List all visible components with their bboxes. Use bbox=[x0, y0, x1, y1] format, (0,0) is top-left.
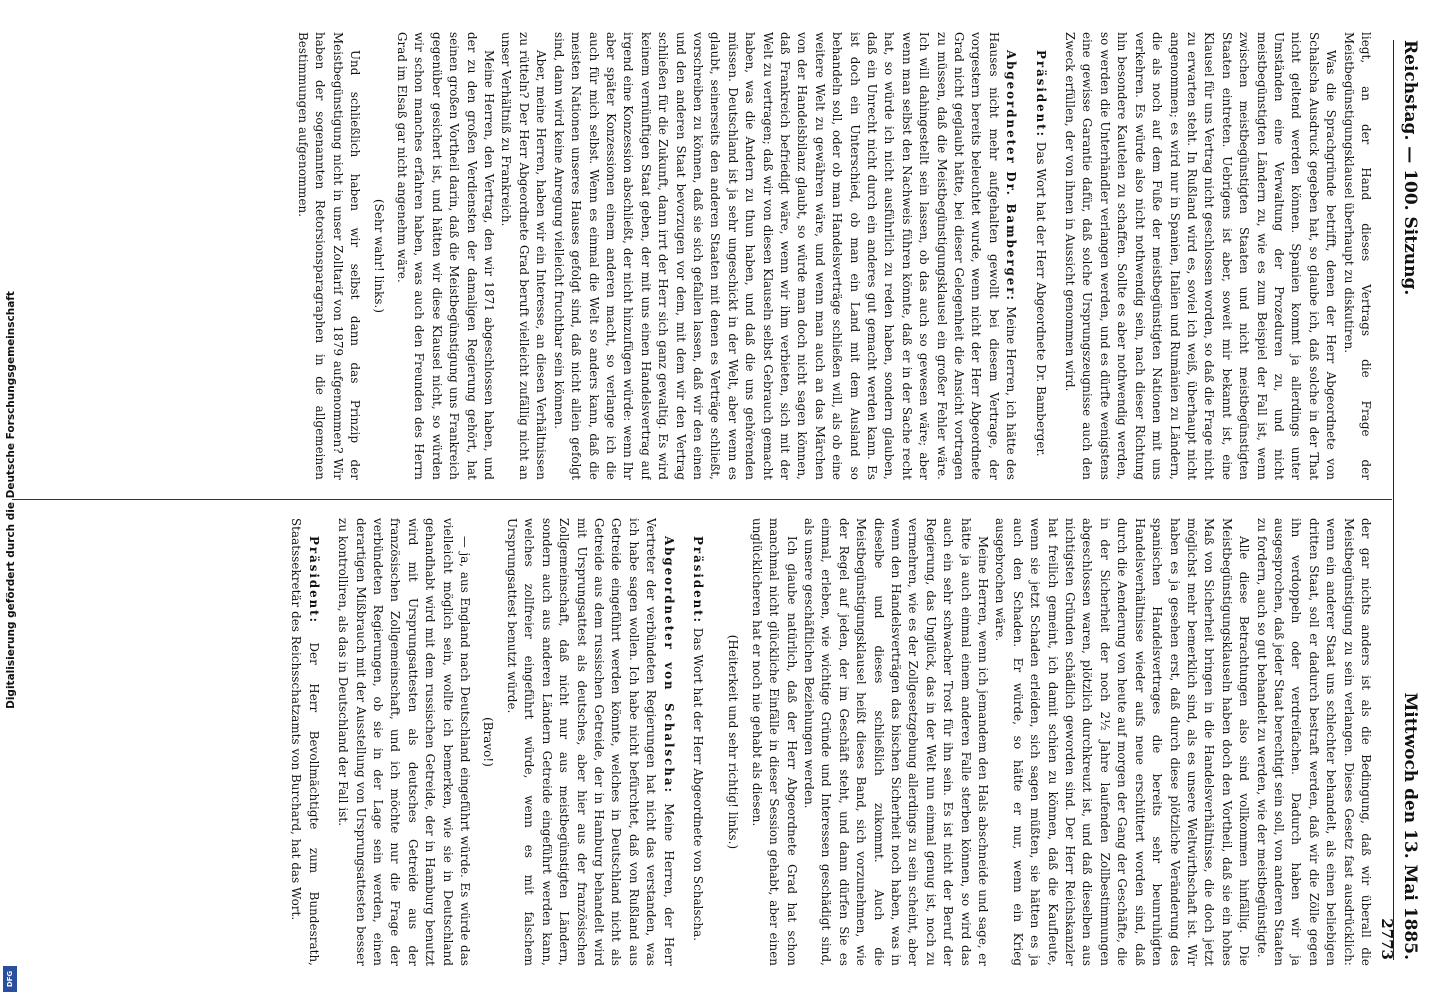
header-date: Mittwoch den 13. Mai 1885. bbox=[1400, 692, 1420, 960]
digitization-credit: Digitalisierung gefördert durch die Deutsche Forschungsgemeinschaft bbox=[5, 291, 18, 709]
speaker-text: Das Wort hat der Herr Abgeordnete von Schalscha. bbox=[690, 627, 705, 942]
speaker-paragraph bbox=[689, 518, 706, 966]
speaker-text: Meine Herren, ich hätte des Hauses nicht mehr aufgehalten gewollt bei diesem Vertrage, der vorgestern bereits beleuchtet wurde, wenn nicht der Herr Abgeordnete Grad nicht geglaubt hätte, bei dieser Gelegenheit die Ansicht vortragen zu müssen, daß die Meistbegünstigungsklausel ein großer Fehler wäre. Ich will dahingestellt sein lassen, ob das auch so gewesen wäre; aber wenn man selbst den Nachweis führen könnte, daß er in der Sache recht hat, so würde ich nicht ausführlich zu reden haben, sondern glauben, daß ein Unrecht nicht durch ein anderes gut gemacht werden kann. Es ist doch ein Unterschied, ob man ein Land mit dem Ausland so behandeln soll, oder ob man Handelsverträge schließen will, als ob eine weitere Welt zu gewähren wäre, und wenn man auch an das Märchen von der Handelsbilanz glaubt, so würde man doch nicht sagen können, daß Frankreich befriedigt wäre, wenn wir ihm verbieten, sich mit der Welt zu vertragen; daß wir von diesen Klauseln selbst Gebrauch gemacht haben, was die Andern zu thun haben, und daß die uns gehörenden müssen. Deutschland ist ja sehr ungeschickt in der Welt, aber wenn es glaubt, seinerseits den anderen Staaten mit denen es Verträge schließt, vorschreiben zu können, daß sie sich gefallen lassen, daß wir den einen und den anderen Staat bevorzugen vor dem, mit dem wir den Vertrag schließen für die Zukunft, dann irrt der Herr sich ganz gewaltig. Es wird keinem vernünftigen Staat geben, der mit uns einen Handelsvertrag auf irgend eine Konzession abschließt, der nicht hinzufügen würde: wenn Ihr aber später Konzessionen einem anderen macht, so verlange ich die auch für mich selbst. Wenn es einmal die Welt so anders kann, daß die meisten Nationen unseres Hauses gefolgt sind, daß nicht allein gefolgt sind, dann wird keine Anregung vielleicht fruchtbar sein können. bbox=[551, 32, 1019, 480]
body-paragraph: — ja, aus England nach Deutschland eingeführt würde. Es würde das vielleicht möglich sein, wollte ich bemerken, wie sie in Deutschland gehandhabt wird mit dem russischen Getreide, der in Hamburg benutzt wird mit Ursprungsattesten als deutsches Getreide aus der französischen Zollgemeinschaft, und ich möchte nur die Frage der verbündeten Regierungen, ob sie in der Lage sein werden, einen derartigen Mißbrauch mit der Ausstellung von Ursprungsattesten besser zu kontrolliren, als das in Deutschland der Fall ist. bbox=[336, 518, 473, 966]
speaker-text: Meine Herren, der Herr Vertreter der verbündeten Regierungen hat nicht das verstanden, was ich habe sagen wollen. Ich habe nicht befürchtet, daß von Rußland aus Getreide eingeführt werden könnte, welches in Deutschland nicht als Getreide aus dem russischen Getreide, der in Hamburg behandelt wird mit Ursprungsattest als deutsches, aber hier aus der französischen Zollgemeinschaft, daß nicht nur aus meistbegünstigten Ländern, sondern auch aus anderen Ländern Getreide eingeführt werden kann, welches zollfreier eingeführt würde, wenn es mit falschem Ursprungsattest benutzt würde. bbox=[504, 518, 676, 966]
interjection: (Bravo!) bbox=[481, 717, 496, 767]
body-paragraph: Alle diese Betrachtungen also sind vollkommen hinfällig. Die Meistbegünstigungsklauseln haben doch den Vortheil, daß sie ein hohes Maß von Sicherheit bringen in die Handelsverhältnisse, die doch jetzt möglichst mehr bemerklich sind, als es unsere Weltwirthschaft ist. Wir haben es ja gesehen erst, daß durch diese plötzliche Veränderung des spanischen Handelsvertrages die bereits sehr beunruhigten Handelsverhältnisse wieder aufs neue erschüttert worden sind, daß durch die Aenderung von heute auf morgen der Gang der Geschäfte, die in der Sicherheit der noch 2½ Jahre laufenden Zollbestimmungen abgeschlossen waren, plötzlich durchkreuzt ist, und daß dieselben aus nichtigsten Gründen schädlich geworden sind. Der Herr Reichskanzler hat freilich gemeint, ich damit schien zu können, daß die Kaufleute, wenn sie jetzt Schaden erleiden, sich sagen müßten, sie hätten es ja auch den Schaden. Er würde, so hätte er nur, wenn ein Krieg ausgebrochen wäre. bbox=[993, 518, 1252, 966]
paragraph-gap bbox=[322, 518, 334, 966]
speaker-paragraph bbox=[1031, 32, 1048, 480]
header-left: Reichstag. — 100. Sitzung. bbox=[1400, 40, 1420, 296]
speaker-paragraph bbox=[287, 518, 322, 966]
body-paragraph: Aber, meine Herren, haben wir ein Interesse, an diesen Verhältnissen zu rütteln? Der Herr Abgeordnete Grad beruft vielleicht zufällig nicht an unser Verhältniß zu Frankreich. bbox=[499, 32, 549, 480]
interjection: (Sehr wahr! links.) bbox=[371, 198, 386, 314]
speaker-name: Präsident: bbox=[1033, 50, 1048, 138]
paragraph-gap bbox=[677, 518, 689, 966]
column-divider bbox=[12, 499, 1392, 500]
paragraph-gap bbox=[706, 518, 718, 966]
speaker-name: Abgeordneter von Schalscha: bbox=[661, 536, 676, 794]
body-paragraph: der gar nichts anders ist als die Bedingung, daß wir überall die Meistbegünstigung zu sein verlangen. Dieses Gesetz fast ausdrücklich: wenn ein anderer Staat uns schlechter behandelt, als einen beliebigen dritten Staat, soll er dadurch bestraft werden, daß wir die Zölle gegen ihn verdoppeln oder verdreifachen. Dadurch haben wir ja ausgesprochen, daß jeder Staat berechtigt sein soll, von anderen Staaten zu fordern, auch so gut behandelt zu werden, wie der meistbegünstigte. bbox=[1254, 518, 1373, 966]
speaker-text: Das Wort hat der Herr Abgeordnete Dr. Bamberger. bbox=[1033, 141, 1048, 457]
speaker-paragraph bbox=[549, 32, 1019, 480]
body-paragraph: Was die Sprachgründe betrifft, denen der Herr Abgeordnete von Schalscha Ausdruck gegeben hat, so glaube ich, daß solche in der That nicht geltend werden können. Spanien kommt ja allerdings unter Umständen eine Verwaltung der Prozeduren zu, und nicht meistbegünstigten Ländern zu, wie es zum Beispiel der Fall ist, wenn zwischen meistbegünstigten Staaten und nicht meistbegünstigten Staaten eintreten. Uebrigens ist aber, soweit mir bekannt ist, eine Klausel für uns Vertrag nicht geschlossen worden, so daß die Frage nicht zu erwarten steht. In Rußland wird es, soviel ich weiß, überhaupt nicht angenommen; es wird nur in Spanien, Italien und Rumänien zu Ländern, die als noch auf dem Fuße der meistbegünstigten Nationen mit uns verkehren. Es würde also nicht nothwendig sein, nach dieser Richtung hin besondere Kautelen zu schaffen. Sollte es aber nothwendig werden, so werden die Unterhändler verlangen werden, und es dürfte wenigstens eine gewisse Garantie dafür, daß solche Ursprungszeugnisse auch den Zweck erfüllen, der von ihnen in Aussicht genommen wird. bbox=[1063, 32, 1339, 480]
speaker-name: Abgeordneter Dr. Bamberger: bbox=[1004, 50, 1019, 302]
speaker-name: Präsident: bbox=[306, 536, 321, 624]
body-paragraph: Meine Herren, wenn ich jemandem den Hals abschneide und sage, er hätte ja auch einmal einem anderen Falle sterben können, so wird das auch ein sehr schwacher Trost für ihn sein. Es ist nicht der Beruf der Regierung, das Unglück, das in der Welt nun einmal genug ist, noch zu vermehren, wie es der Zollgesetzgebung allerdings zu sein scheint, aber wenn den Handelsverträgen das bischen Sicherheit noch haben, was in dieselbe und dieses schließlich zukommt. Auch die Meistbegünstigungsklausel heißt dieses Band, sich vorzunehmen, wie der Regel auf jeden, der im Geschäft steht, und dann dürfen Sie es einmal, erleben, wie wichtige Gründe und Interessen geschädigt sind, als unsere geschäftlichen Beziehungen werden. bbox=[802, 518, 991, 966]
speaker-text: Der Herr Bevollmächtigte zum Bundesrath, Staatssekretär des Reichsschatzamts von Burchard, hat das Wort. bbox=[289, 518, 321, 966]
paragraph-gap bbox=[1019, 32, 1031, 480]
dfg-logo: DFG bbox=[3, 966, 17, 992]
speaker-paragraph bbox=[503, 518, 677, 966]
text-column-left bbox=[74, 32, 1374, 480]
paragraph-gap bbox=[1049, 32, 1061, 480]
page-number: 2773 bbox=[1378, 918, 1396, 960]
text-column-right bbox=[74, 518, 1374, 966]
body-paragraph: Meine Herren, den Vertrag, den wir 1871 abgeschlossen haben, und der zu den großen Verdiensten der damaligen Regierung gehört, hat seinen großen Vortheil darin, daß die Meistbegünstigung uns Frankreich gegenüber gesichert ist, und hätten wir diese Klausel nicht, so würden wir schon manches erfahren haben, was auch den Freunden des Herrn Grad im Elsaß gar nicht angenehm wäre. bbox=[395, 32, 497, 480]
body-paragraph: Und schließlich haben wir selbst dann das Prinzip der Meistbegünstigung nicht in unser Zolltarif von 1879 aufgenommen? Wir haben der sogenannten Retorsionsparagraphen in die allgemeinen Bestimmungen aufgenommen. bbox=[296, 32, 363, 480]
body-paragraph: liegt, an der Hand dieses Vertrags die Frage der Meistbegünstigungsklausel überhaupt zu diskutiren. bbox=[1341, 32, 1373, 480]
body-paragraph: Ich glaube natürlich, daß der Herr Abgeordnete Grad hat schon manchmal nicht glückliche Einfälle in dieser Session gehabt, aber einen unglücklicheren hat er noch nie gehabt als diesen. bbox=[749, 518, 799, 966]
interjection: (Heiterkeit und sehr richtig! links.) bbox=[726, 634, 741, 850]
page-header bbox=[1393, 40, 1422, 960]
speaker-name: Präsident: bbox=[690, 536, 705, 624]
